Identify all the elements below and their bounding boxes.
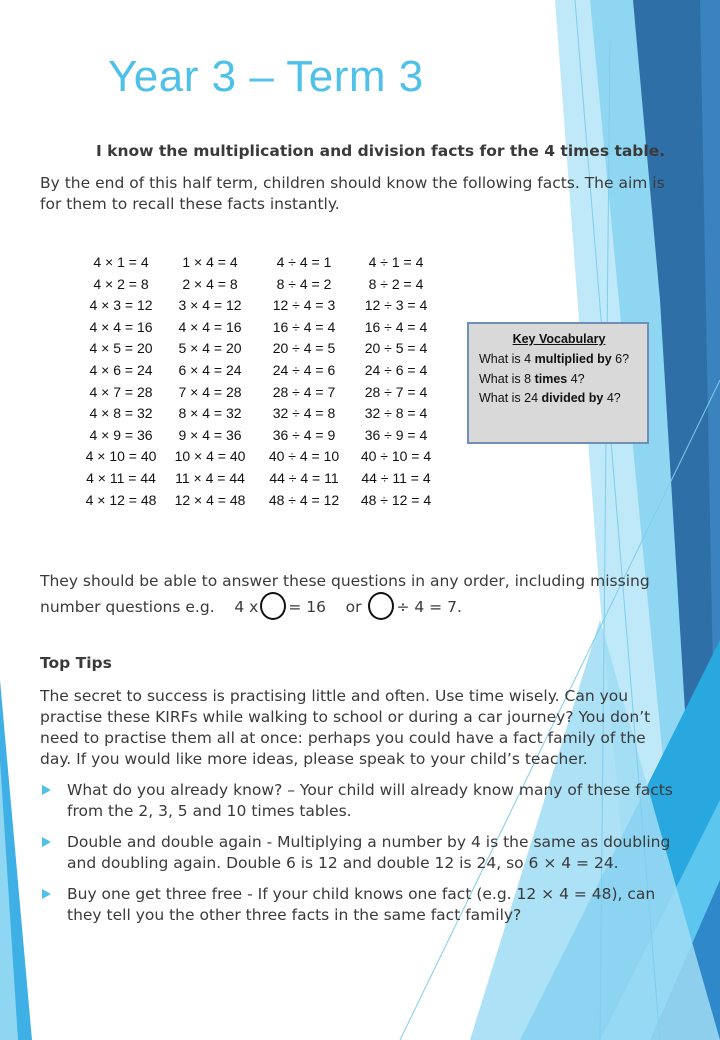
fact-cell: 16 ÷ 4 = 4 <box>272 318 336 335</box>
fact-cell: 24 ÷ 4 = 6 <box>272 361 336 378</box>
key-vocabulary-box <box>467 322 649 444</box>
fact-cell: 4 × 11 = 44 <box>86 469 156 486</box>
order-line-2 <box>40 592 680 620</box>
fact-cell: 11 × 4 = 44 <box>175 469 245 486</box>
list-item <box>40 884 680 926</box>
or-word: or <box>345 598 362 616</box>
facts-table <box>80 254 442 513</box>
fact-cell: 4 × 1 = 4 <box>93 254 149 270</box>
fact-cell: 12 ÷ 4 = 3 <box>272 297 336 314</box>
vocab-text: 4? <box>567 371 585 386</box>
list-item <box>40 832 680 874</box>
tip-text: What do you already know? – Your child will already know many of these facts from the 2, 3, 5 and 10 times tables. <box>67 781 673 820</box>
fact-cell: 4 × 5 = 20 <box>89 340 153 357</box>
vocab-bold-term: divided by <box>541 391 604 405</box>
fact-cell: 4 ÷ 4 = 1 <box>276 254 332 270</box>
page-title: Year 3 – Term 3 <box>108 52 424 101</box>
fact-cell: 16 ÷ 4 = 4 <box>364 318 428 335</box>
fact-cell: 4 × 4 = 16 <box>178 318 242 335</box>
fact-cell: 44 ÷ 4 = 11 <box>269 469 339 486</box>
learning-objective: I know the multiplication and division facts for the 4 times table. <box>96 142 666 160</box>
fact-cell: 4 × 12 = 48 <box>85 491 157 508</box>
fact-cell: 4 × 8 = 32 <box>89 405 153 422</box>
top-tips-heading: Top Tips <box>40 654 112 672</box>
tip-text: Buy one get three free - If your child knows one fact (e.g. 12 × 4 = 48), can they tell you the other three facts in the same fact family? <box>67 885 656 924</box>
vocab-bold-term: multiplied by <box>534 352 612 366</box>
example-2-right: ÷ 4 = 7. <box>396 598 462 616</box>
fact-cell: 36 ÷ 4 = 9 <box>272 426 336 443</box>
fact-cell: 20 ÷ 5 = 4 <box>364 340 428 357</box>
vocabulary-line <box>479 350 639 370</box>
fact-cell: 48 ÷ 12 = 4 <box>360 491 432 508</box>
fact-cell: 8 ÷ 4 = 2 <box>276 275 332 292</box>
fact-cell: 32 ÷ 4 = 8 <box>272 405 336 422</box>
fact-cell: 8 ÷ 2 = 4 <box>368 275 424 292</box>
top-tips-paragraph: The secret to success is practising little and often. Use time wisely. Can you practise these KIRFs while walking to school or during a car journey? You don’t need to practise them all at once: perhaps you could have a fact family of the day. If you would like more ideas, please speak to your child’s teacher. <box>40 687 651 768</box>
fact-cell: 28 ÷ 7 = 4 <box>364 383 428 400</box>
list-item <box>40 780 680 822</box>
order-line-2-start: number questions e.g. <box>40 598 215 616</box>
fact-cell: 40 ÷ 10 = 4 <box>360 448 432 465</box>
fact-cell: 2 × 4 = 8 <box>182 275 238 292</box>
fact-cell: 4 × 9 = 36 <box>89 426 153 443</box>
fact-cell: 12 ÷ 3 = 4 <box>364 297 428 314</box>
fact-cell: 4 × 10 = 40 <box>85 448 157 465</box>
fact-cell: 3 × 4 = 12 <box>178 297 242 314</box>
fact-cell: 4 × 6 = 24 <box>89 361 153 378</box>
intro-paragraph: By the end of this half term, children should know the following facts. The aim is for them to recall these facts instantly. <box>40 174 665 213</box>
fact-cell: 48 ÷ 4 = 12 <box>268 491 340 508</box>
fact-cell: 4 × 3 = 12 <box>89 297 153 314</box>
vocab-text: What is 8 <box>479 371 535 386</box>
fact-cell: 44 ÷ 11 = 4 <box>361 469 431 486</box>
fact-cell: 36 ÷ 9 = 4 <box>364 426 428 443</box>
fact-cell: 24 ÷ 6 = 4 <box>364 361 428 378</box>
fact-cell: 20 ÷ 4 = 5 <box>272 340 336 357</box>
order-line-1: They should be able to answer these questions in any order, including missing <box>40 572 650 590</box>
vocabulary-title: Key Vocabulary <box>512 332 606 346</box>
vocab-text: What is 4 <box>479 352 535 366</box>
fact-cell: 4 × 4 = 16 <box>89 318 153 335</box>
fact-cell: 7 × 4 = 28 <box>178 383 242 400</box>
triangle-bullet-icon <box>42 837 51 847</box>
fact-cell: 4 ÷ 1 = 4 <box>368 254 424 270</box>
fact-cell: 28 ÷ 4 = 7 <box>272 383 336 400</box>
vocabulary-line <box>479 389 639 409</box>
tip-text: Double and double again - Multiplying a number by 4 is the same as doubling and doubling again. Double 6 is 12 and double 12 is 24, so 6 × 4 = 24. <box>67 833 671 872</box>
fact-cell: 9 × 4 = 36 <box>178 426 242 443</box>
fact-cell: 32 ÷ 8 = 4 <box>364 405 428 422</box>
fact-cell: 8 × 4 = 32 <box>178 405 242 422</box>
vocab-bold-term: times <box>534 371 568 386</box>
fact-cell: 5 × 4 = 20 <box>178 340 242 357</box>
missing-number-circle <box>260 592 286 620</box>
example-1-left: 4 x <box>234 598 259 616</box>
vocab-text: 4? <box>603 391 621 405</box>
fact-cell: 4 × 7 = 28 <box>89 383 153 400</box>
order-paragraph <box>40 571 680 620</box>
triangle-bullet-icon <box>42 889 51 899</box>
fact-cell: 40 ÷ 4 = 10 <box>268 448 340 465</box>
vocab-text: 6? <box>611 352 630 366</box>
vocabulary-line <box>479 370 639 390</box>
fact-cell: 1 × 4 = 4 <box>182 254 238 270</box>
fact-cell: 12 × 4 = 48 <box>174 491 246 508</box>
fact-cell: 10 × 4 = 40 <box>174 448 246 465</box>
triangle-bullet-icon <box>42 785 51 795</box>
vocab-text: What is 24 <box>479 391 542 405</box>
fact-cell: 4 × 2 = 8 <box>93 275 149 292</box>
example-1-right: = 16 <box>288 598 326 616</box>
fact-cell: 6 × 4 = 24 <box>178 361 242 378</box>
missing-number-circle <box>368 592 394 620</box>
tips-list <box>40 780 680 936</box>
